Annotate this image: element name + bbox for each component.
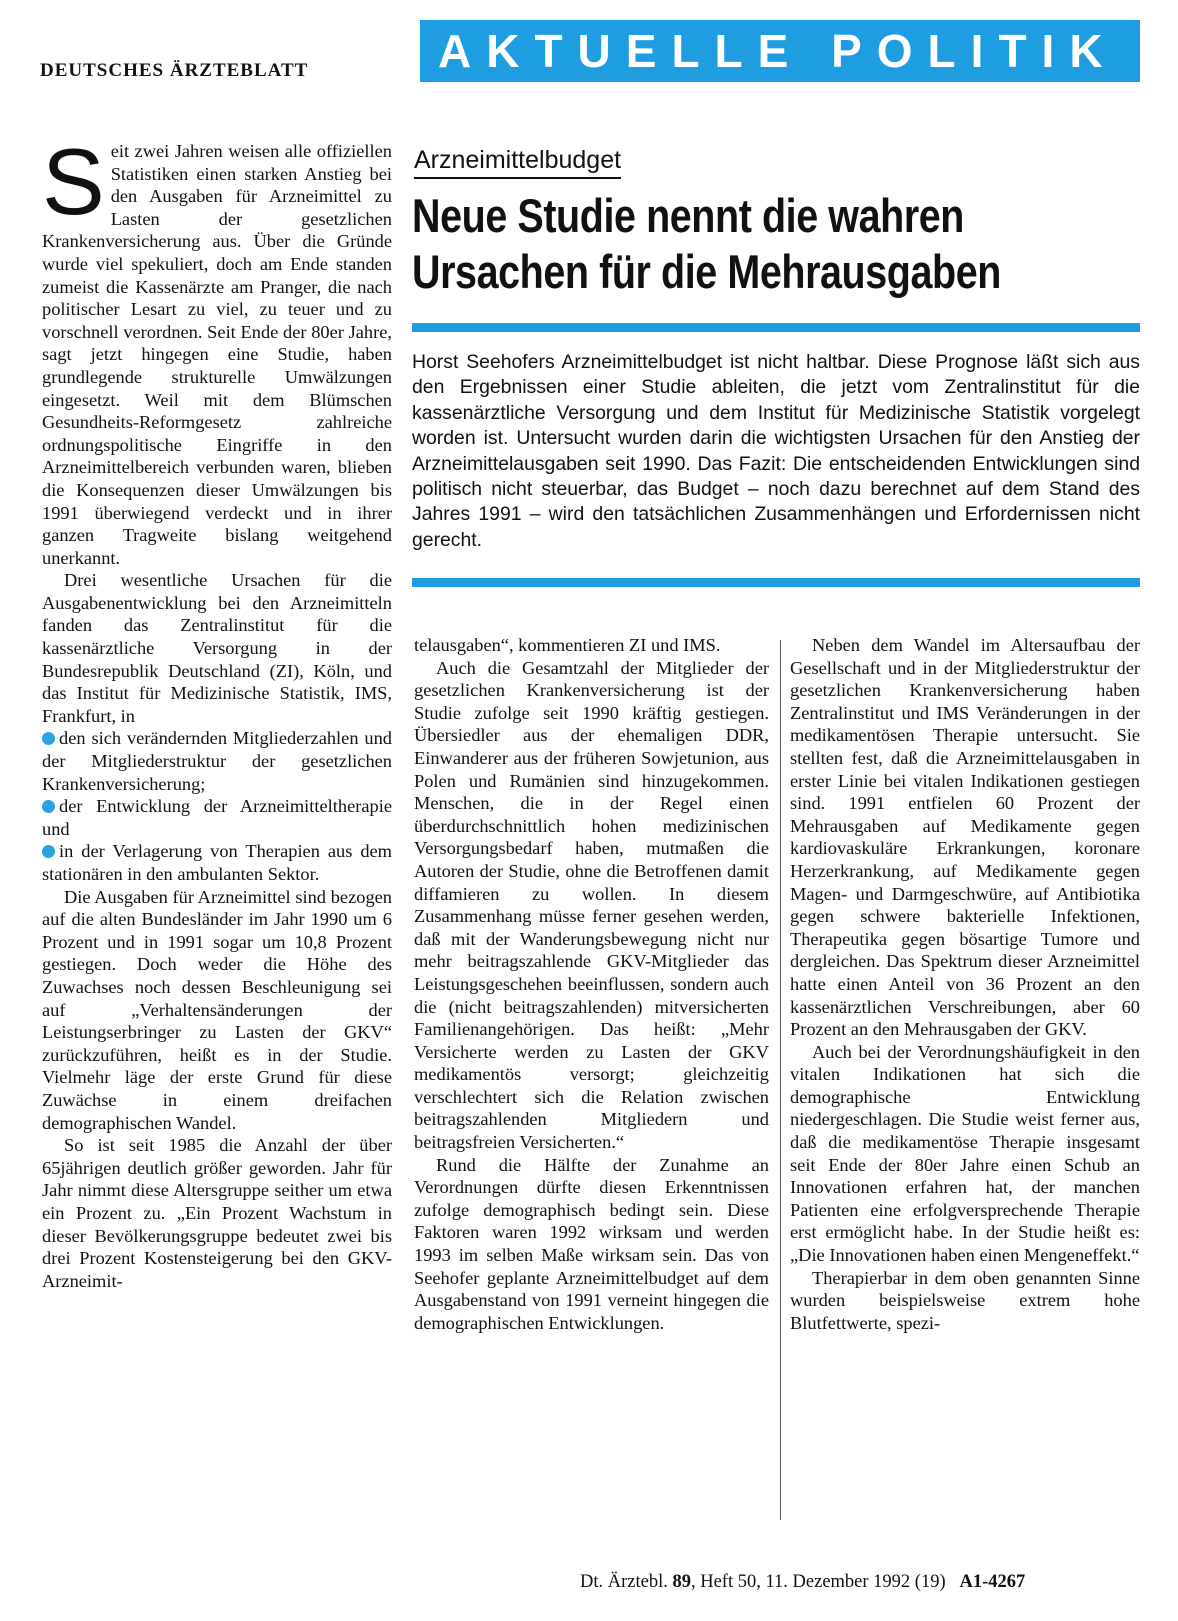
bullet-item (42, 795, 392, 840)
footer-journal: Dt. Ärztebl. (580, 1572, 668, 1592)
lead-bottom-rule (412, 578, 1140, 587)
page-footer (580, 1572, 1025, 1593)
paragraph: Auch bei der Verordnungshäufigkeit in den vitalen Indikationen hat sich die demographische Entwicklung niedergeschlagen. Die Studie weist ferner aus, daß die medikamentöse Therapie insgesamt seit Ende der 80er Jahre einen Schub an Innovationen erfahren hat, der manchen Patienten eine erfolgversprechende Therapie erst ermöglicht habe. In der Studie heißt es: „Die Innovationen haben einen Mengeneffekt.“ (790, 1041, 1140, 1266)
bullet-item (42, 840, 392, 885)
paragraph: Therapierbar in dem oben genannten Sinne wurden beispielsweise extrem hohe Blutfettwerte, spezi- (790, 1267, 1140, 1333)
bullet-text: in der Verlagerung von Therapien aus dem stationären in den ambulanten Sektor. (42, 841, 392, 884)
masthead: DEUTSCHES ÄRZTEBLATT (40, 60, 309, 81)
bullet-icon (42, 800, 55, 813)
paragraph: Drei wesentliche Ursachen für die Ausgabenentwicklung bei den Arzneimitteln fanden das Zentralinstitut für die kassenärztliche Versorgung in der Bundesrepublik Deutschland (ZI), Köln, und das Institut für Medizinische Statistik, IMS, Frankfurt, in (42, 570, 392, 726)
bullet-text: den sich verändernden Mitgliederzahlen und der Mitgliederstruktur der gesetzlichen Krankenversicherung; (42, 728, 392, 794)
footer-page-number: A1-4267 (959, 1572, 1026, 1592)
article-column-2 (414, 634, 769, 1334)
paragraph-text: eit zwei Jahren weisen alle offiziellen Statistiken einen starken Anstieg bei den Ausgaben für Arzneimittel zu Lasten der gesetzlichen Krankenversicherung aus. Über die Gründe wurde viel spekuliert, doch am Ende standen zumeist die Kassenärzte am Pranger, die nach politischer Lesart zu viel, zu teuer und zu vorschnell verordnen. Seit Ende der 80er Jahre, sagt jetzt hingegen eine Studie, haben grundlegende strukturelle Umwälzungen eingesetzt. Weil mit dem Blümschen Gesundheits-Reformgesetz zahlreiche ordnungspolitische Eingriffe in den Arzneimittelbereich verbunden waren, blieben die Konsequenzen dieser Umwälzungen bis 1991 überwiegend verdeckt und in ihrer ganzen Tragweite bislang weitgehend unerkannt. (42, 141, 392, 568)
paragraph: Auch die Gesamtzahl der Mitglieder der gesetzlichen Krankenversicherung ist der Studie zufolge seit 1990 kräftig gestiegen. Übersiedler aus der ehemaligen DDR, Einwanderer aus der früheren Sowjetunion, aus Polen und Rumänien sind hinzugekommen. Menschen, die in der Regel einen überdurchschnittlich hohen medizinischen Versorgungsbedarf haben, mutmaßen die Autoren der Studie, ohne die Betroffenen damit diffamieren zu wollen. In diesem Zusammenhang müsse ferner gesehen werden, daß mit der Wanderungsbewegung nicht nur mehr beitragszahlende GKV-Mitglieder das Leistungsgeschehen beeinflussen, sondern auch die (nicht beitragszahlenden) mitversicherten Familienangehörigen. Das heißt: „Mehr Versicherte werden zu Lasten der GKV medikamentös versorgt; gleichzeitig verschlechtert sich die Relation zwischen beitragszahlenden Mitgliedern und beitragsfreien Versicherten.“ (414, 657, 769, 1153)
paragraph: Die Ausgaben für Arzneimittel sind bezogen auf die alten Bundesländer im Jahr 1990 um 6 Prozent und in 1991 sogar um 10,8 Prozent gestiegen. Doch weder die Höhe des Zuwachses noch dessen Beschleunigung sei auf „Verhaltensänderungen der Leistungserbringer zu Lasten der GKV“ zurückzuführen, heißt es in der Studie. Vielmehr läge der erste Grund für diese Zuwächse in einem dreifachen demographischen Wandel. (42, 886, 392, 1133)
dropcap: S (42, 129, 105, 234)
article-kicker: Arzneimittelbudget (414, 146, 621, 179)
column-divider (780, 640, 781, 1520)
headline-line-1: Neue Studie nennt die wahren (412, 189, 965, 242)
section-banner: AKTUELLE POLITIK (420, 20, 1140, 82)
bullet-icon (42, 732, 55, 745)
paragraph: telausgaben“, kommentieren ZI und IMS. (414, 635, 721, 655)
article-column-1 (42, 129, 392, 1292)
article-headline (412, 188, 1034, 300)
bullet-icon (42, 845, 55, 858)
bullet-item (42, 727, 392, 795)
article-column-3 (790, 634, 1140, 1334)
intro-paragraph (42, 129, 392, 569)
footer-issue: , Heft 50, 11. Dezember 1992 (19) (690, 1572, 946, 1592)
article-lead: Horst Seehofers Arzneimittelbudget ist nicht haltbar. Diese Prognose läßt sich aus den Ergebnissen einer Studie ableiten, die jetzt vom Zentralinstitut für die kassenärztliche Versorgung und dem Institut für Medizinische Statistik vorgelegt worden ist. Untersucht wurden darin die wichtigsten Ursachen für den Anstieg der Arzneimittelausgaben seit 1990. Das Fazit: Die entscheidenden Entwicklungen sind politisch nicht steuerbar, das Budget – noch dazu berechnet auf dem Stand des Jahres 1991 – wird den tatsächlichen Zusammenhängen und Erfordernissen nicht gerecht. (412, 351, 1140, 551)
bullet-text: der Entwicklung der Arzneimitteltherapie und (42, 796, 392, 839)
paragraph: So ist seit 1985 die Anzahl der über 65jährigen deutlich größer geworden. Jahr für Jahr nimmt diese Altersgruppe seither um etwa ein Prozent zu. „Ein Prozent Wachstum in dieser Bevölkerungsgruppe bedeutet zwei bis drei Prozent Kostensteigerung bei den GKV-Arzneimit- (42, 1135, 392, 1291)
footer-volume: 89 (672, 1572, 691, 1592)
lead-top-rule (412, 323, 1140, 332)
paragraph: Neben dem Wandel im Altersaufbau der Gesellschaft und in der Mitgliederstruktur der gesetzlichen Krankenversicherung haben Zentralinstitut und IMS Veränderungen in der medikamentösen Therapie untersucht. Sie stellten fest, daß die Arzneimittelausgaben in erster Linie bei vitalen Indikationen gestiegen sind. 1991 entfielen 60 Prozent der Mehrausgaben auf Medikamente gegen kardiovaskuläre Erkrankungen, koronare Herzerkrankung, auf Medikamente gegen Magen- und Darmgeschwüre, auf Antibiotika gegen schwere bakterielle Infektionen, Therapeutika gegen bösartige Tumore und dergleichen. Das Spektrum dieser Arzneimittel hatte einen Anteil von 36 Prozent an den kassenärztlichen Verschreibungen, aber 60 Prozent an den Mehrausgaben der GKV. (790, 635, 1140, 1040)
headline-line-2: Ursachen für die Mehrausgaben (412, 245, 1001, 298)
paragraph: Rund die Hälfte der Zunahme an Verordnungen dürfte diesen Erkenntnissen zufolge demographisch bedingt sein. Diese Faktoren waren 1992 wirksam und werden 1993 im selben Maße wirksam sein. Das von Seehofer geplante Arzneimittelbudget auf dem Ausgabenstand von 1991 verneint hingegen die demographischen Entwicklungen. (414, 1154, 769, 1333)
